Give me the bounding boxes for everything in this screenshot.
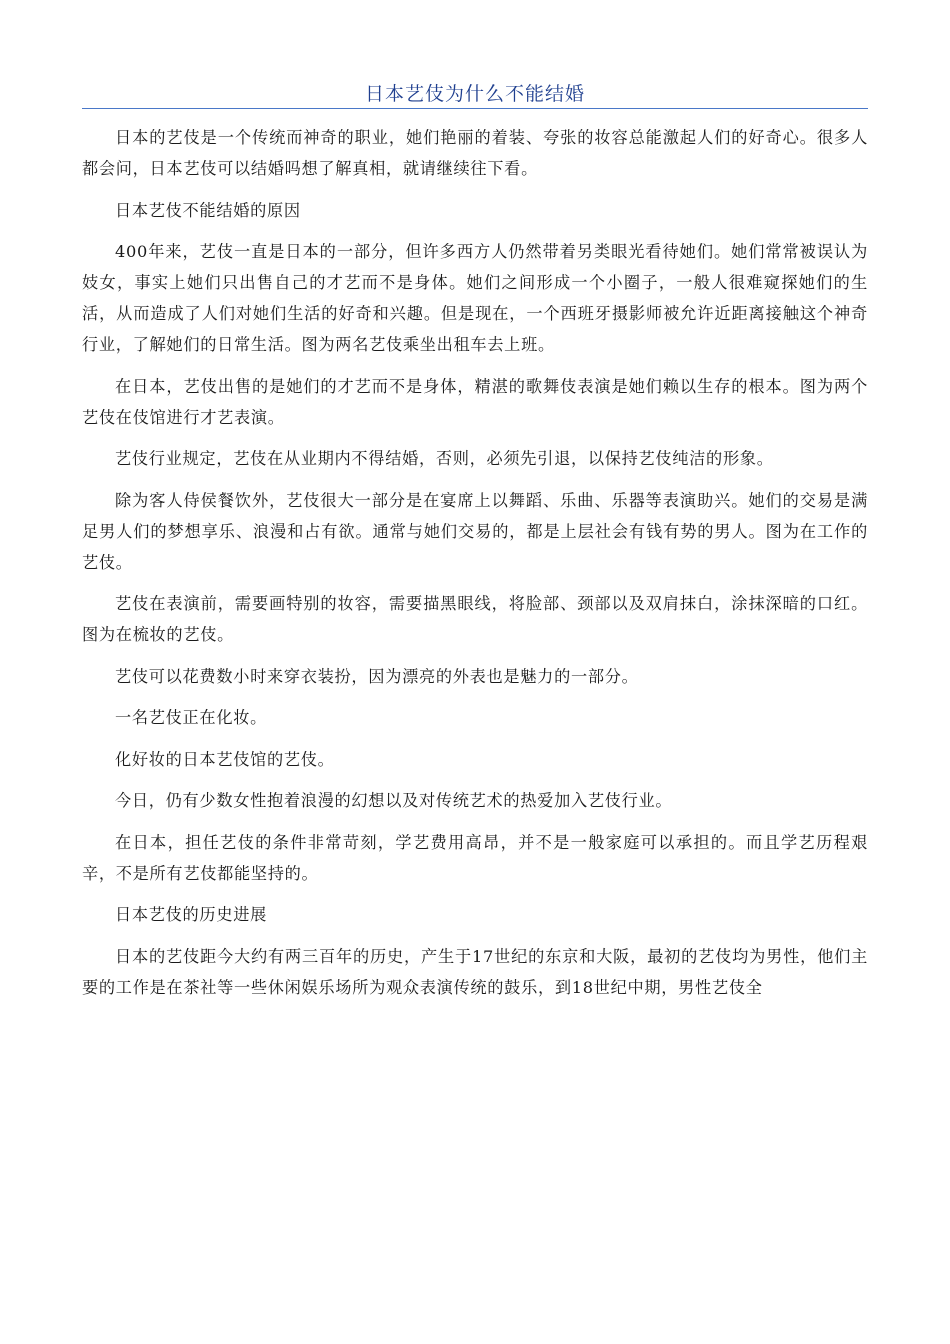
header-divider xyxy=(82,108,868,109)
paragraph: 艺伎可以花费数小时来穿衣装扮，因为漂亮的外表也是魅力的一部分。 xyxy=(115,666,639,686)
paragraph: 一名艺伎正在化妆。 xyxy=(115,708,267,727)
paragraph: 今日，仍有少数女性抱着浪漫的幻想以及对传统艺术的热爱加入艺伎行业。 xyxy=(115,791,673,810)
section-heading-reasons: 日本艺伎不能结婚的原因 xyxy=(115,200,301,220)
paragraph: 日本的艺伎距今大约有两三百年的历史，产生于17世纪的东京和大阪，最初的艺伎均为男性，他们主要的工作是在茶社等一些休闲娱乐场所为观众表演传统的鼓乐，到18世纪中期，男性艺伎全 xyxy=(82,946,868,997)
document-body xyxy=(82,122,868,1013)
section-heading-history: 日本艺伎的历史进展 xyxy=(115,905,267,924)
paragraph: 400年来，艺伎一直是日本的一部分，但许多西方人仍然带着另类眼光看待她们。她们常常被误认为妓女，事实上她们只出售自己的才艺而不是身体。她们之间形成一个小圈子，一般人很难窥探她们的生活，从而造成了人们对她们生活的好奇和兴趣。但是现在，一个西班牙摄影师被允许近距离接触这个神奇行业，了解她们的日常生活。图为两名艺伎乘坐出租车去上班。 xyxy=(82,242,868,354)
paragraph: 化好妆的日本艺伎馆的艺伎。 xyxy=(115,749,335,769)
paragraph: 艺伎行业规定，艺伎在从业期内不得结婚，否则，必须先引退，以保持艺伎纯洁的形象。 xyxy=(115,449,774,468)
page-header-title: 日本艺伎为什么不能结婚 xyxy=(364,83,585,105)
paragraph: 在日本，担任艺伎的条件非常苛刻，学艺费用高昂，并不是一般家庭可以承担的。而且学艺历程艰辛，不是所有艺伎都能坚持的。 xyxy=(82,832,868,883)
paragraph: 在日本，艺伎出售的是她们的才艺而不是身体，精湛的歌舞伎表演是她们赖以生存的根本。图为两个艺伎在伎馆进行才艺表演。 xyxy=(82,376,868,427)
paragraph: 艺伎在表演前，需要画特别的妆容，需要描黑眼线，将脸部、颈部以及双肩抹白，涂抹深暗的口红。图为在梳妆的艺伎。 xyxy=(82,594,868,644)
paragraph: 除为客人侍侯餐饮外，艺伎很大一部分是在宴席上以舞蹈、乐曲、乐器等表演助兴。她们的交易是满足男人们的梦想享乐、浪漫和占有欲。通常与她们交易的，都是上层社会有钱有势的男人。图为在工作的艺伎。 xyxy=(82,490,868,572)
paragraph-intro: 日本的艺伎是一个传统而神奇的职业，她们艳丽的着装、夸张的妆容总能激起人们的好奇心。很多人都会问，日本艺伎可以结婚吗想了解真相，就请继续往下看。 xyxy=(82,128,868,178)
